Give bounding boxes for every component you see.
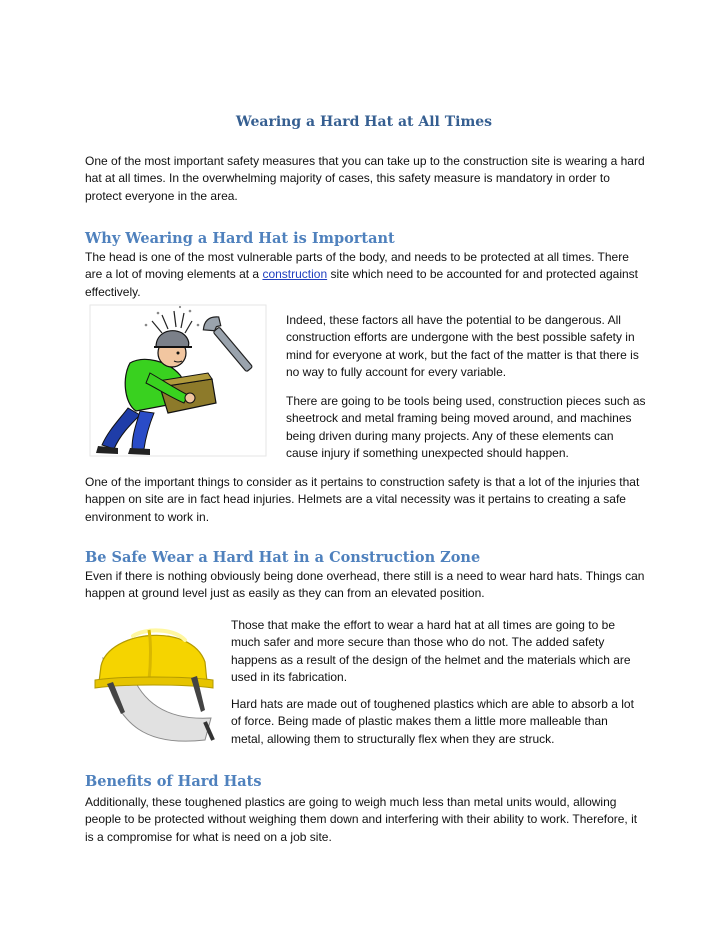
why-side-paragraph-2: There are going to be tools being used, construction pieces such as sheetrock and metal framing being moved around, and machines being driven during many projects. Any of these elements can cause injury if something unexpected should happen. bbox=[286, 394, 646, 461]
section-heading-benefits: Benefits of Hard Hats bbox=[85, 773, 262, 790]
why-text-before: The head is one of the most vulnerable parts of the body, and needs to be protected at all times. There are a lot of moving elements at a bbox=[85, 250, 629, 282]
be-safe-paragraph-1: Even if there is nothing obviously being done overhead, there still is a need to wear hard hats. Things can happen at ground level just as easily as they can from an elevated position. bbox=[85, 569, 645, 601]
section-heading-why: Why Wearing a Hard Hat is Important bbox=[85, 230, 395, 247]
benefits-paragraph-1: Additionally, these toughened plastics are going to weigh much less than metal units would, allowing people to be protected without weighing them down and interfering with their ability to work. Therefore, it is a compromise for what is need on a job site. bbox=[85, 795, 638, 844]
intro-paragraph: One of the most important safety measures that you can take up to the construction site is wearing a hard hat at all times. In the overwhelming majority of cases, this safety measure is mandatory in order to protect everyone in the area. bbox=[85, 154, 645, 203]
why-paragraph-2: One of the important things to consider as it pertains to construction safety is that a lot of the injuries that happen on site are in fact head injuries. Helmets are a vital necessity was it pertains to creating a safe environment to work in. bbox=[85, 475, 640, 524]
yellow-hard-hat-with-face-shield-image bbox=[93, 622, 218, 747]
worker-hit-by-wrench-illustration bbox=[88, 303, 268, 458]
construction-link[interactable]: construction bbox=[262, 267, 328, 282]
section-heading-be-safe: Be Safe Wear a Hard Hat in a Construction Zone bbox=[85, 549, 481, 566]
be-safe-side-paragraph-1: Those that make the effort to wear a hard hat at all times are going to be much safer and more secure than those who do not. The added safety happens as a result of the design of the helmet and the materials which are used in its fabrication. bbox=[231, 618, 631, 685]
be-safe-side-paragraph-2: Hard hats are made out of toughened plastics which are able to absorb a lot of force. Being made of plastic makes them a little more malleable than metal, allowing them to structurally flex when they are struck. bbox=[231, 697, 634, 746]
why-paragraph-1 bbox=[85, 249, 645, 301]
why-side-paragraph-1: Indeed, these factors all have the potential to be dangerous. All construction efforts are undergone with the best possible safety in mind for everyone at work, but the fact of the matter is that there is no way to fully account for every variable. bbox=[286, 313, 639, 380]
document-title: Wearing a Hard Hat at All Times bbox=[235, 114, 493, 130]
why-text-after: site which need to be accounted for and protected against effectively. bbox=[85, 267, 639, 299]
